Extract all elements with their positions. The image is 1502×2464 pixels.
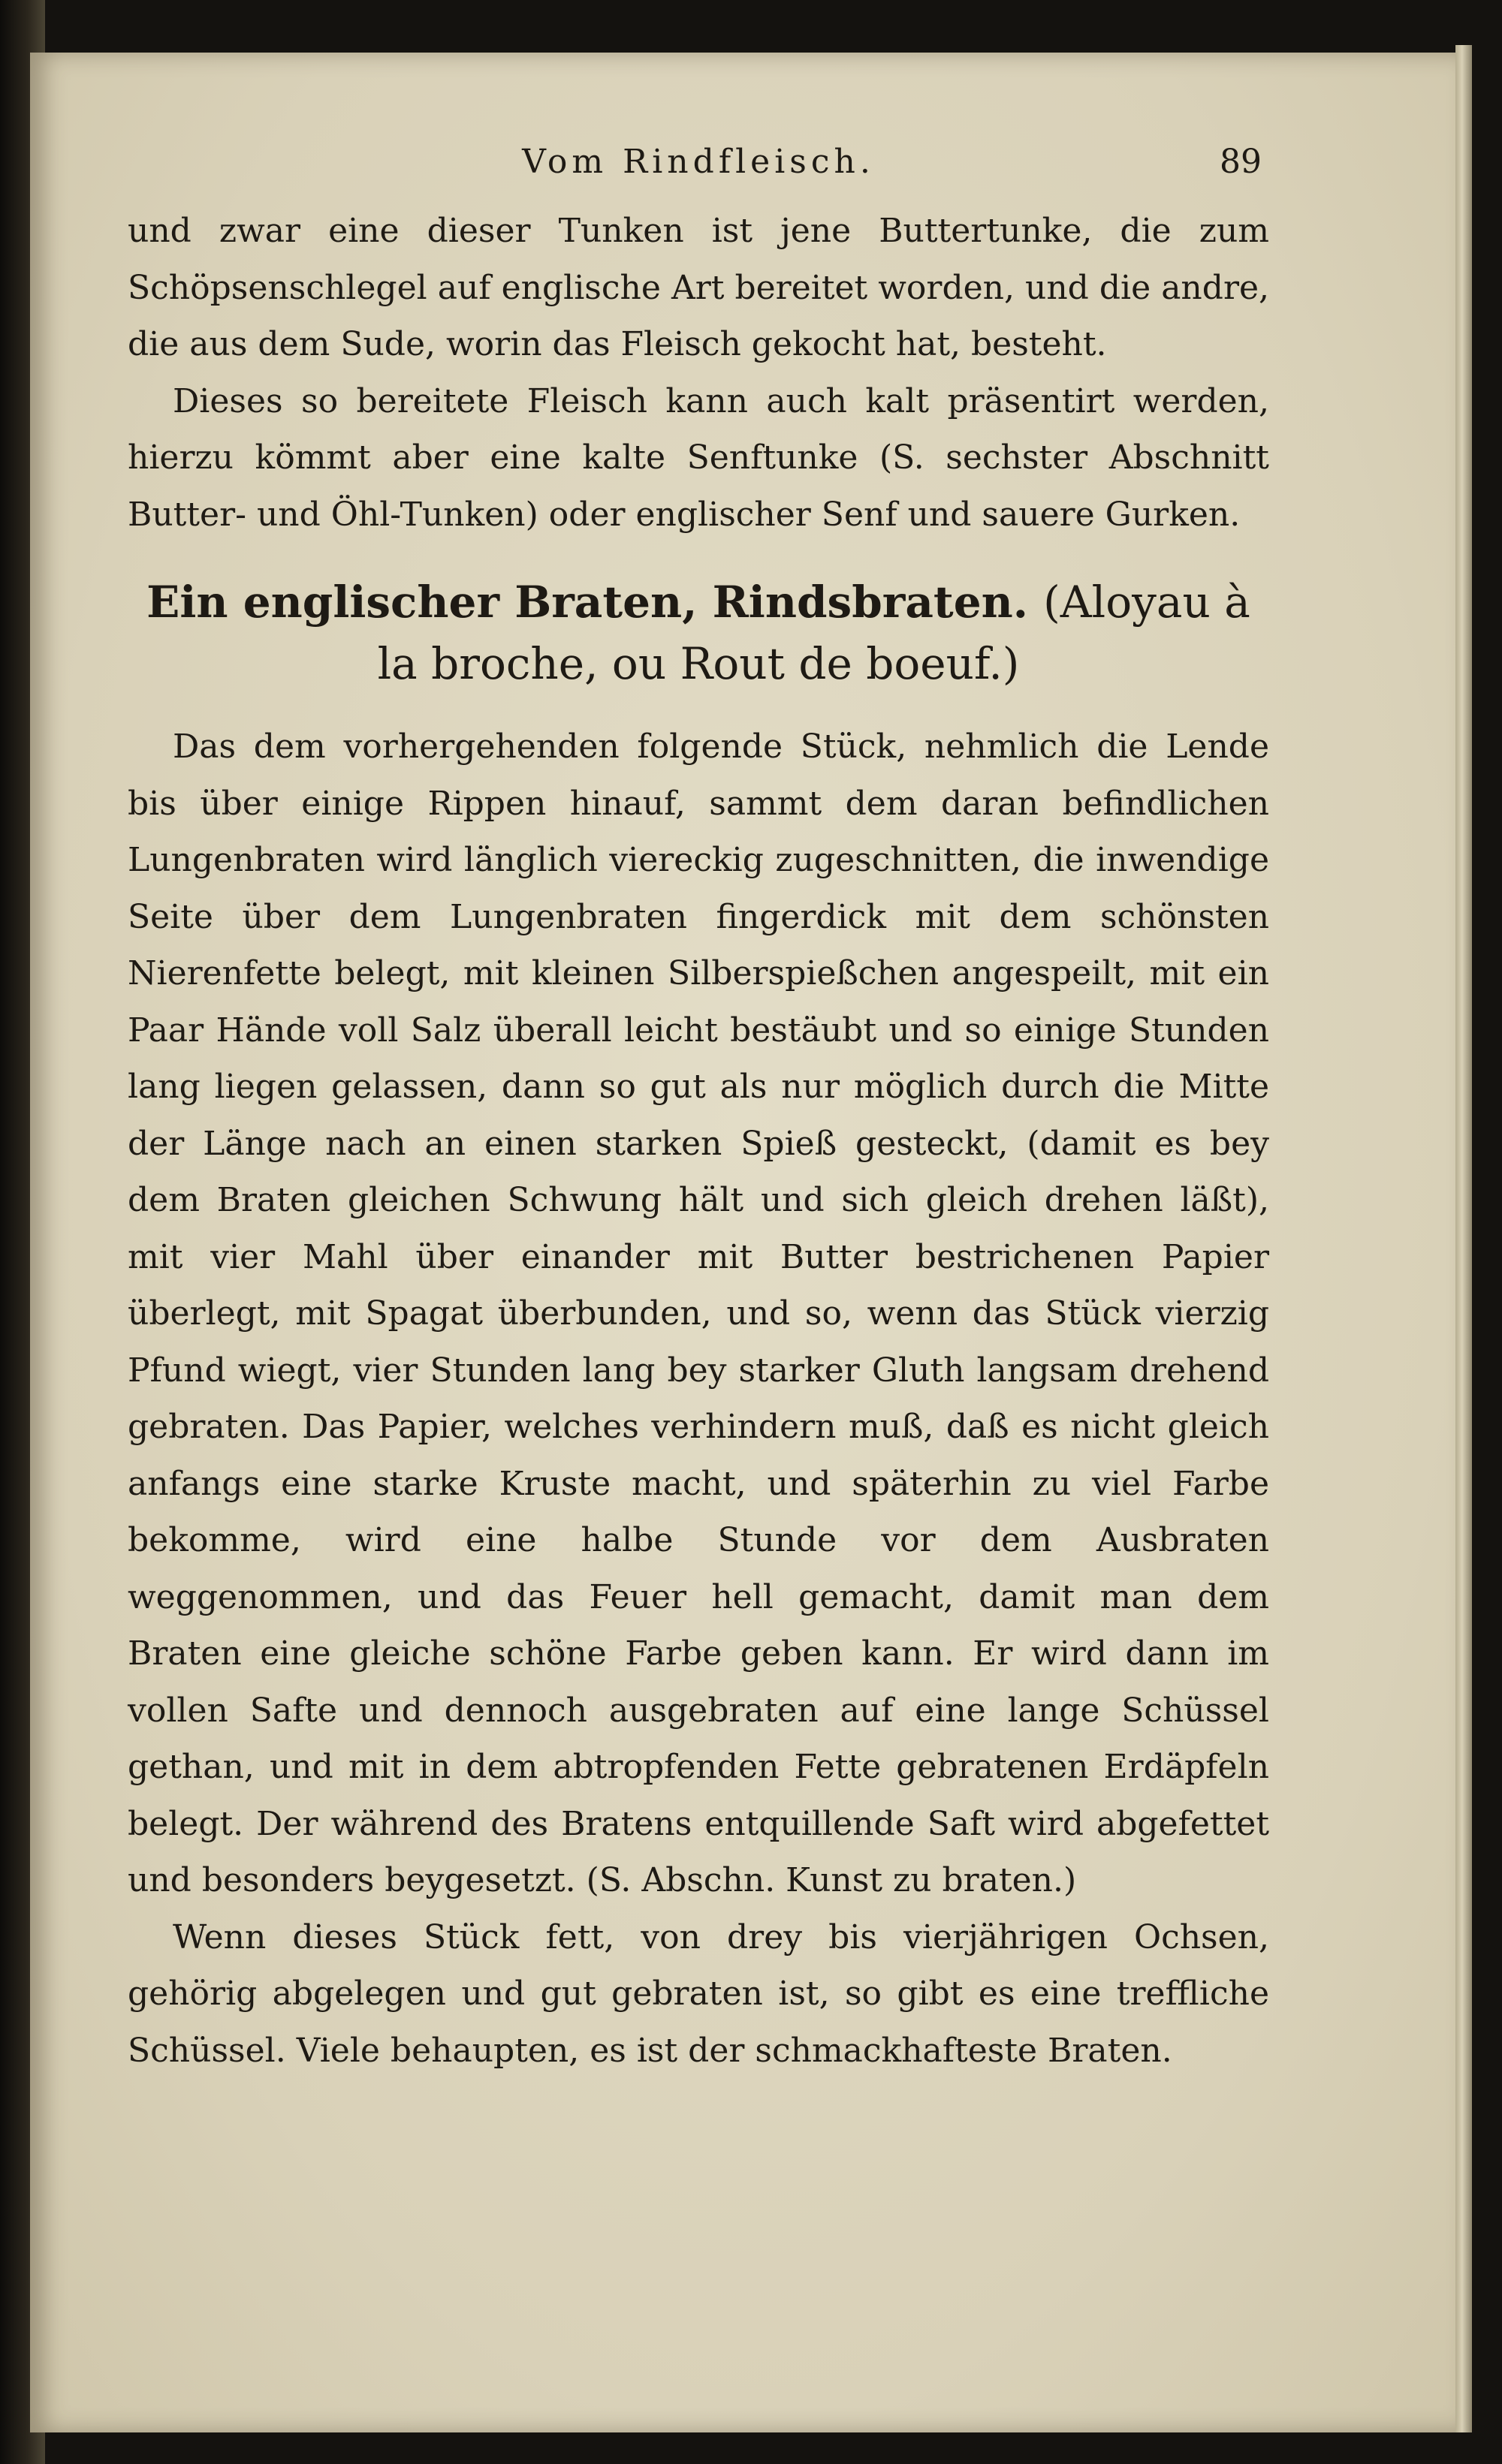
paragraph-cold-serving: Dieses so bereitete Fleisch kann auch kalt präsentirt werden, hierzu kömmt aber eine kalte Senftunke (S. sechster Abschnitt Butter- und Öhl-Tunken) oder englischer Senf und sauere Gurken. [128,381,1269,534]
running-title: Vom Rindfleisch. [522,143,875,181]
heading-french: (Aloyau à la broche, ou Rout de boeuf.) [377,577,1250,689]
paragraph-recipe: Das dem vorhergehenden folgende Stück, nehmlich die Lende bis über einige Rippen hinauf, sammt dem daran befindlichen Lungenbraten wird länglich viereckig zugeschnitten, die inwendige Seite über dem Lungenbraten fingerdick mit dem schönsten Nierenfette belegt, mit kleinen Silberspießchen angespeilt, mit ein Paar Hände voll Salz überall leicht bestäubt und so einige Stunden lang liegen gelassen, dann so gut als nur möglich durch die Mitte der Länge nach an einen starken Spieß gesteckt, (damit es bey dem Braten gleichen Schwung hält und sich gleich drehen läßt), mit vier Mahl über einander mit Butter bestrichenen Papier überlegt, mit Spagat überbunden, und so, wenn das Stück vierzig Pfund wiegt, vier Stunden lang bey starker Gluth langsam drehend gebraten. Das Papier, welches verhindern muß, daß es nicht gleich anfangs eine starke Kruste macht, und späterhin zu viel Farbe bekomme, wird eine halbe Stunde vor dem Ausbraten weggenommen, und das Feuer hell gemacht, damit man dem Braten eine gleiche schöne Farbe geben kann. Er wird dann im vollen Safte und dennoch ausgebraten auf eine lange Schüssel gethan, und mit in dem abtropfenden Fette gebratenen Erdäpfeln belegt. Der während des Bratens entquillende Saft wird abgefettet und besonders beygesetzt. (S. Abschn. Kunst zu braten.) [128,727,1269,1899]
paragraph-continued: und zwar eine dieser Tunken ist jene Buttertunke, die zum Schöpsenschlegel auf englische Art bereitet worden, und die andre, die aus dem Sude, worin das Fleisch gekocht hat, besteht. [128,212,1269,363]
heading-german: Ein englischer Braten, Rindsbraten. [146,577,1028,628]
page-number: 89 [1220,143,1262,181]
paragraph-final: Wenn dieses Stück fett, von drey bis vierjährigen Ochsen, gehörig abgelegen und gut gebraten ist, so gibt es eine treffliche Schüssel. Viele behaupten, es ist der schmackhafteste Braten. [128,1917,1269,2070]
page-text [128,143,1269,2079]
page-edge [1455,45,1472,2432]
section-heading [128,571,1269,694]
page-header [128,143,1269,203]
